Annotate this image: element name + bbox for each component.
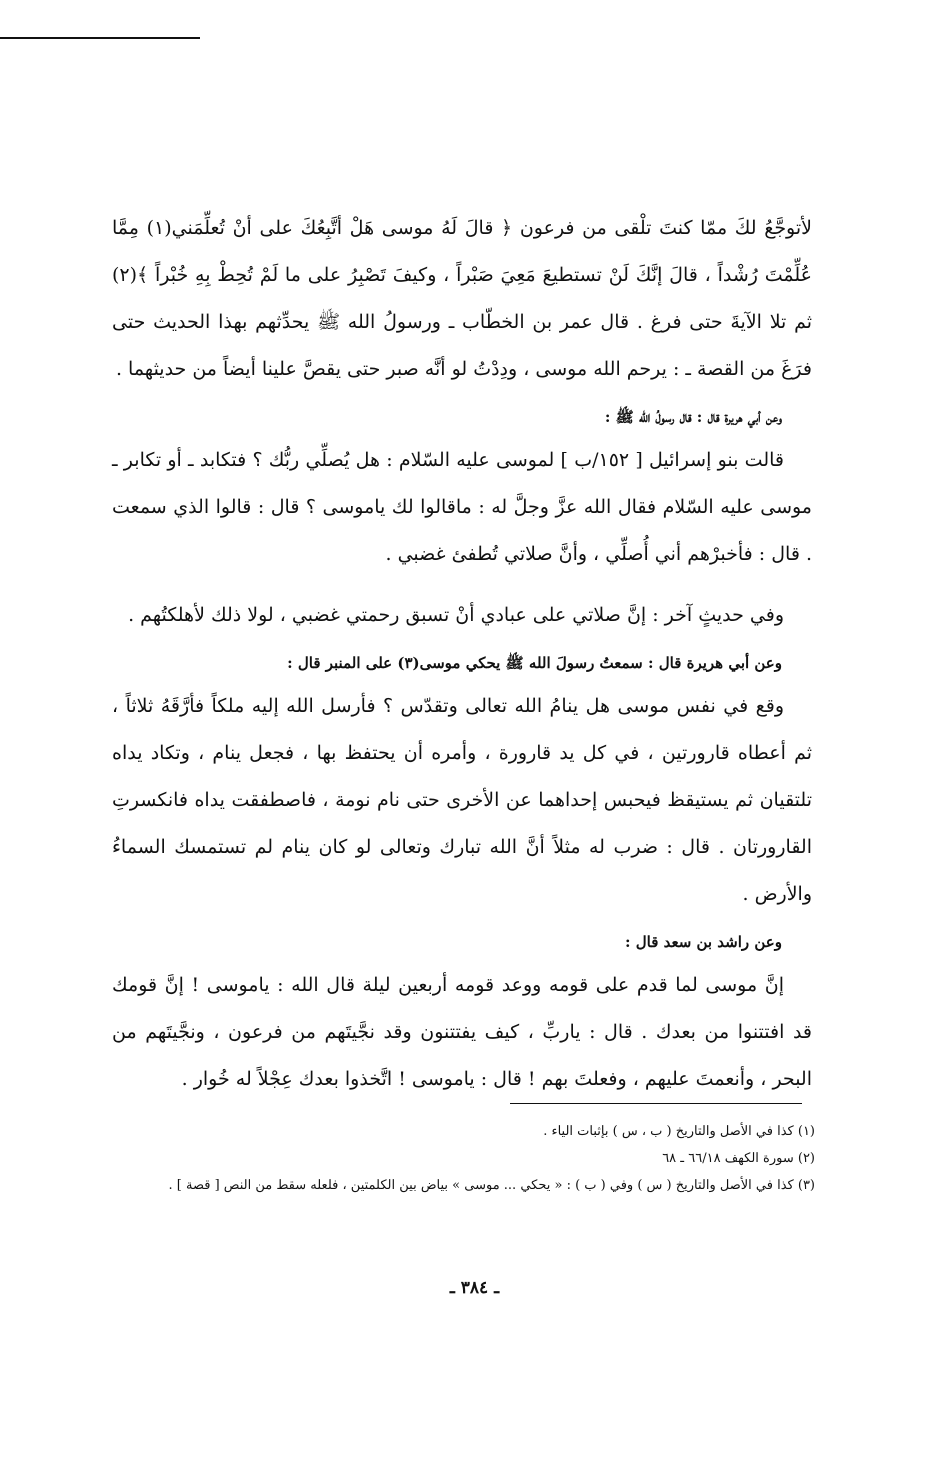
narration-heading-3: وعن راشد بن سعد قال : [624,933,782,951]
intro-paragraph: لأتوجَّعُ لكَ ممّا كنتَ تلْقى من فرعون ﴿ قالَ لَهُ موسى هَلْ أتَّبِعُكَ على أنْ تُعلِّمَني(١) مِمَّا عُلِّمْتَ رُشْداً ، قالَ إنَّكَ لَنْ تستطيعَ مَعِيَ صَبْراً ، وكيفَ تَصْبِرُ على ما لَمْ تُحِطْ بِهِ خُبْراً ﴾(٢) ثم تلا الآيةَ حتى فرغ . قال عمر بن الخطّاب ـ ورسولُ الله ﷺ يحدِّثهم بهذا الحديث حتى فرَغَ من القصة ـ : يرحم الله موسى ، ودِدْتُ لو أنَّه صبر حتى يقصَّ علينا أيضاً من حديثهما . [112,217,813,380]
footnote-2: (٢) سورة الكهف ٦٦/١٨ ـ ٦٨ [662,1151,815,1166]
page-body [112,205,812,1103]
footnote-3: (٣) كذا في الأصل والتاريخ ( س ) وفي ( ب ) : « يحكي ... موسى » بياض بين الكلمتين ، فلعله سقط من النص [ قصة ] . [168,1178,815,1193]
footnotes [125,1118,815,1199]
paragraph-3: وقع في نفس موسى هل ينامُ الله تعالى وتقدّس ؟ فأرسل الله إليه ملكاً فأرَّقَهُ ثلاثاً ، ثم أعطاه قارورتين ، في كل يد قارورة ، وأمره أن يحتفظ بها ، فجعل ينام ، وتكاد يداه تلتقيان ثم يستيقظ فيحبس إحداهما عن الأخرى حتى نام نومة ، فاصطفقت يداه فانكسرتِ القارورتان . قال : ضرب له مثلاً أنَّ الله تبارك وتعالى لو كان ينام لم تستمسك السماءُ والأرض . [112,695,812,905]
footnote-1: (١) كذا في الأصل والتاريخ ( ب ، س ) بإثبات الياء . [543,1124,815,1139]
paragraph-4: إنَّ موسى لما قدم على قومه ووعد قومه أربعين ليلة قال الله : ياموسى ! إنَّ قومك قد افتتنوا من بعدك . قال : ياربِّ ، كيف يفتتنون وقد نجَّيتَهم من فرعون ، ونجَّيتَهم من البحر ، وأنعمتَ عليهم ، وفعلتَ بهم ! قال : ياموسى ! اتَّخذوا بعدك عِجْلاً له خُوار . [112,974,812,1090]
paragraph-2: وفي حديثٍ آخر : إنَّ صلاتي على عبادي أنْ تسبق رحمتي غضبي ، لولا ذلك لأهلكتُهم . [128,604,784,626]
footnote-rule [510,1103,802,1104]
narration-heading-2: وعن أبي هريرة قال : سمعتُ رسولَ الله ﷺ يحكي موسى(٣) على المنبر قال : [287,654,782,672]
page-number: ـ ٣٨٤ ـ [449,1278,500,1298]
narration-heading-1: وعن أبي هريرة قال : قال رسولُ الله ﷺ : [604,408,782,426]
paragraph-1: قالت بنو إسرائيل [ ١٥٢/ب ] لموسى عليه السّلام : هل يُصلِّي ربُّك ؟ فتكابد ـ أو تكابر ـ موسى عليه السّلام فقال الله عزَّ وجلَّ له : ماقالوا لك ياموسى ؟ قال : قالوا الذي سمعت . قال : فأخبرْهم أني أُصلِّي ، وأنَّ صلاتي تُطفئ غضبي . [112,449,812,565]
top-rule [0,37,200,39]
